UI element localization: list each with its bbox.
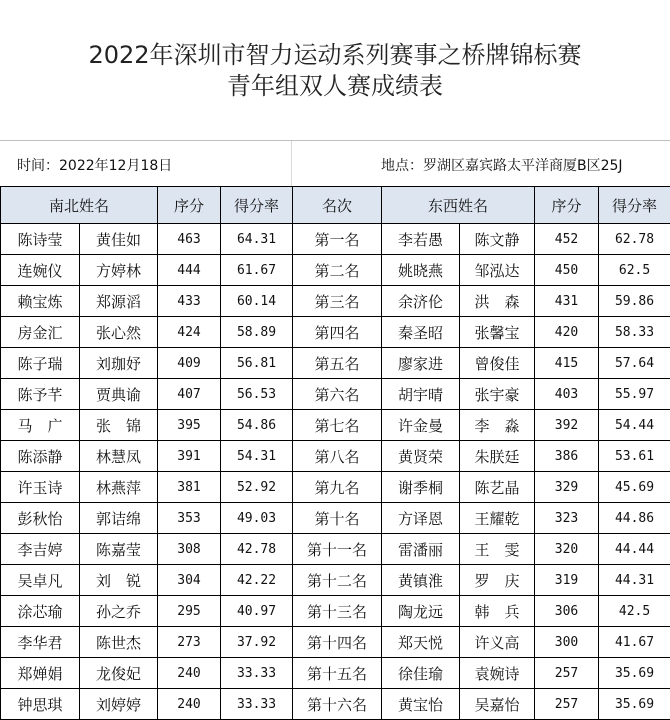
ns-rate-cell: 56.53 (221, 379, 293, 410)
rank-cell: 第七名 (293, 410, 382, 441)
ew-player-2-cell: 韩 兵 (460, 596, 535, 627)
ns-player-2-cell: 陈嘉莹 (80, 534, 158, 565)
event-info (0, 140, 670, 187)
ns-rate-cell: 56.81 (221, 348, 293, 379)
ew-player-2-cell: 许义高 (460, 627, 535, 658)
rank-cell: 第四名 (293, 317, 382, 348)
ew-rate-cell: 44.44 (599, 534, 670, 565)
ew-player-1-cell: 黄贤荣 (382, 441, 460, 472)
ew-player-2-cell: 吴嘉怡 (460, 689, 535, 720)
table-row (1, 689, 670, 720)
ew-player-2-cell: 罗 庆 (460, 565, 535, 596)
ns-rate-cell: 52.92 (221, 472, 293, 503)
ew-score-cell: 306 (535, 596, 599, 627)
info-divider (291, 141, 292, 187)
ew-rate-cell: 41.67 (599, 627, 670, 658)
ns-player-1-cell: 钟思琪 (1, 689, 80, 720)
ew-player-1-cell: 方译恩 (382, 503, 460, 534)
ns-player-2-cell: 林慧凤 (80, 441, 158, 472)
ns-score-cell: 463 (158, 224, 221, 255)
table-row (1, 596, 670, 627)
ns-score-cell: 444 (158, 255, 221, 286)
ew-rate-cell: 54.44 (599, 410, 670, 441)
ew-rate-cell: 55.97 (599, 379, 670, 410)
rank-cell: 第九名 (293, 472, 382, 503)
header-ns-rate: 得分率 (221, 187, 293, 224)
ns-rate-cell: 54.86 (221, 410, 293, 441)
ew-player-1-cell: 胡宇晴 (382, 379, 460, 410)
rank-cell: 第十六名 (293, 689, 382, 720)
ns-rate-cell: 60.14 (221, 286, 293, 317)
ns-player-1-cell: 陈予芊 (1, 379, 80, 410)
rank-cell: 第八名 (293, 441, 382, 472)
ns-score-cell: 304 (158, 565, 221, 596)
title-line-2: 青年组双人赛成绩表 (0, 71, 670, 101)
ns-player-1-cell: 连婉仪 (1, 255, 80, 286)
ew-score-cell: 403 (535, 379, 599, 410)
ew-rate-cell: 53.61 (599, 441, 670, 472)
ew-player-2-cell: 曾俊佳 (460, 348, 535, 379)
ew-player-1-cell: 秦圣昭 (382, 317, 460, 348)
ns-score-cell: 409 (158, 348, 221, 379)
ns-player-2-cell: 张心然 (80, 317, 158, 348)
ew-score-cell: 392 (535, 410, 599, 441)
ns-player-2-cell: 郭诘绵 (80, 503, 158, 534)
ns-player-2-cell: 刘 锐 (80, 565, 158, 596)
ns-rate-cell: 37.92 (221, 627, 293, 658)
ew-player-1-cell: 黄宝怡 (382, 689, 460, 720)
ew-player-1-cell: 许金曼 (382, 410, 460, 441)
header-ns-score: 序分 (158, 187, 221, 224)
ew-player-2-cell: 王 雯 (460, 534, 535, 565)
rank-cell: 第六名 (293, 379, 382, 410)
table-row (1, 348, 670, 379)
table-header-row (1, 187, 670, 224)
ns-player-2-cell: 刘珈妤 (80, 348, 158, 379)
ns-player-2-cell: 郑源滔 (80, 286, 158, 317)
rank-cell: 第十五名 (293, 658, 382, 689)
table-row (1, 658, 670, 689)
ns-score-cell: 273 (158, 627, 221, 658)
title-line-1: 2022年深圳市智力运动系列赛事之桥牌锦标赛 (88, 41, 581, 69)
rank-cell: 第三名 (293, 286, 382, 317)
ew-player-1-cell: 黄镇淮 (382, 565, 460, 596)
ns-score-cell: 308 (158, 534, 221, 565)
ns-player-1-cell: 马 广 (1, 410, 80, 441)
rank-cell: 第五名 (293, 348, 382, 379)
ew-score-cell: 415 (535, 348, 599, 379)
rank-cell: 第二名 (293, 255, 382, 286)
rank-cell: 第十名 (293, 503, 382, 534)
ew-player-1-cell: 余济伦 (382, 286, 460, 317)
table-row (1, 255, 670, 286)
ns-player-2-cell: 刘婷婷 (80, 689, 158, 720)
ns-player-1-cell: 吴卓凡 (1, 565, 80, 596)
ew-rate-cell: 62.78 (599, 224, 670, 255)
results-table (0, 186, 670, 720)
ns-player-1-cell: 李华君 (1, 627, 80, 658)
ns-rate-cell: 40.97 (221, 596, 293, 627)
ns-score-cell: 353 (158, 503, 221, 534)
table-row (1, 379, 670, 410)
ns-player-2-cell: 黄佳如 (80, 224, 158, 255)
ns-player-2-cell: 贾典谕 (80, 379, 158, 410)
ns-player-1-cell: 陈诗莹 (1, 224, 80, 255)
ew-score-cell: 450 (535, 255, 599, 286)
ew-player-2-cell: 王耀乾 (460, 503, 535, 534)
ew-score-cell: 329 (535, 472, 599, 503)
ns-score-cell: 433 (158, 286, 221, 317)
page-title (0, 40, 670, 101)
ew-score-cell: 257 (535, 658, 599, 689)
ns-score-cell: 407 (158, 379, 221, 410)
ew-rate-cell: 57.64 (599, 348, 670, 379)
table-row (1, 565, 670, 596)
ns-player-1-cell: 许玉诗 (1, 472, 80, 503)
ew-score-cell: 320 (535, 534, 599, 565)
rank-cell: 第一名 (293, 224, 382, 255)
ns-score-cell: 240 (158, 658, 221, 689)
ew-score-cell: 257 (535, 689, 599, 720)
ns-player-1-cell: 彭秋怡 (1, 503, 80, 534)
table-row (1, 472, 670, 503)
table-row (1, 503, 670, 534)
ns-player-2-cell: 孙之乔 (80, 596, 158, 627)
ns-player-1-cell: 房金汇 (1, 317, 80, 348)
ns-rate-cell: 61.67 (221, 255, 293, 286)
ew-score-cell: 319 (535, 565, 599, 596)
ew-player-2-cell: 陈艺晶 (460, 472, 535, 503)
ns-rate-cell: 64.31 (221, 224, 293, 255)
ns-score-cell: 424 (158, 317, 221, 348)
ns-player-2-cell: 方婷林 (80, 255, 158, 286)
rank-cell: 第十二名 (293, 565, 382, 596)
ns-player-1-cell: 陈添静 (1, 441, 80, 472)
ns-rate-cell: 33.33 (221, 689, 293, 720)
ns-score-cell: 381 (158, 472, 221, 503)
ns-player-2-cell: 龙俊妃 (80, 658, 158, 689)
ns-player-1-cell: 陈子瑞 (1, 348, 80, 379)
table-row (1, 441, 670, 472)
ew-score-cell: 300 (535, 627, 599, 658)
rank-cell: 第十三名 (293, 596, 382, 627)
ew-player-1-cell: 陶龙远 (382, 596, 460, 627)
ew-player-2-cell: 邹泓达 (460, 255, 535, 286)
event-time: 时间：2022年12月18日 (17, 155, 172, 175)
ns-player-2-cell: 林燕萍 (80, 472, 158, 503)
ew-player-1-cell: 李若愚 (382, 224, 460, 255)
header-ns-names: 南北姓名 (1, 187, 158, 224)
table-row (1, 534, 670, 565)
ns-rate-cell: 54.31 (221, 441, 293, 472)
ew-player-2-cell: 洪 森 (460, 286, 535, 317)
ns-score-cell: 391 (158, 441, 221, 472)
ew-player-1-cell: 雷潘丽 (382, 534, 460, 565)
ew-rate-cell: 44.86 (599, 503, 670, 534)
header-ew-score: 序分 (535, 187, 599, 224)
ew-score-cell: 323 (535, 503, 599, 534)
ew-rate-cell: 35.69 (599, 658, 670, 689)
ew-rate-cell: 59.86 (599, 286, 670, 317)
ew-rate-cell: 45.69 (599, 472, 670, 503)
ew-score-cell: 431 (535, 286, 599, 317)
table-row (1, 224, 670, 255)
event-place: 地点：罗湖区嘉宾路太平洋商厦B区25J (381, 155, 623, 175)
ns-rate-cell: 58.89 (221, 317, 293, 348)
ns-score-cell: 395 (158, 410, 221, 441)
ew-player-2-cell: 袁婉诗 (460, 658, 535, 689)
ns-score-cell: 295 (158, 596, 221, 627)
ew-player-1-cell: 廖家进 (382, 348, 460, 379)
ew-rate-cell: 44.31 (599, 565, 670, 596)
ew-score-cell: 420 (535, 317, 599, 348)
ns-rate-cell: 42.78 (221, 534, 293, 565)
ns-player-1-cell: 李吉婷 (1, 534, 80, 565)
ew-rate-cell: 58.33 (599, 317, 670, 348)
ew-player-1-cell: 姚晓燕 (382, 255, 460, 286)
ns-player-1-cell: 郑婵娟 (1, 658, 80, 689)
rank-cell: 第十一名 (293, 534, 382, 565)
ns-player-2-cell: 陈世杰 (80, 627, 158, 658)
ew-player-1-cell: 谢季桐 (382, 472, 460, 503)
ns-rate-cell: 33.33 (221, 658, 293, 689)
header-rank: 名次 (293, 187, 382, 224)
ew-score-cell: 386 (535, 441, 599, 472)
table-row (1, 286, 670, 317)
table-row (1, 410, 670, 441)
ns-score-cell: 240 (158, 689, 221, 720)
ew-player-1-cell: 徐佳瑜 (382, 658, 460, 689)
ns-player-1-cell: 涂芯瑜 (1, 596, 80, 627)
ns-rate-cell: 42.22 (221, 565, 293, 596)
ew-rate-cell: 62.5 (599, 255, 670, 286)
ns-player-1-cell: 赖宝炼 (1, 286, 80, 317)
table-row (1, 627, 670, 658)
ew-player-2-cell: 李 淼 (460, 410, 535, 441)
ew-player-2-cell: 张宇豪 (460, 379, 535, 410)
header-ew-rate: 得分率 (599, 187, 670, 224)
rank-cell: 第十四名 (293, 627, 382, 658)
ew-rate-cell: 35.69 (599, 689, 670, 720)
table-row (1, 317, 670, 348)
ew-player-2-cell: 张馨宝 (460, 317, 535, 348)
header-ew-names: 东西姓名 (382, 187, 535, 224)
ns-rate-cell: 49.03 (221, 503, 293, 534)
ns-player-2-cell: 张 锦 (80, 410, 158, 441)
ew-rate-cell: 42.5 (599, 596, 670, 627)
ew-score-cell: 452 (535, 224, 599, 255)
ew-player-1-cell: 郑天悦 (382, 627, 460, 658)
ew-player-2-cell: 朱朕廷 (460, 441, 535, 472)
ew-player-2-cell: 陈文静 (460, 224, 535, 255)
